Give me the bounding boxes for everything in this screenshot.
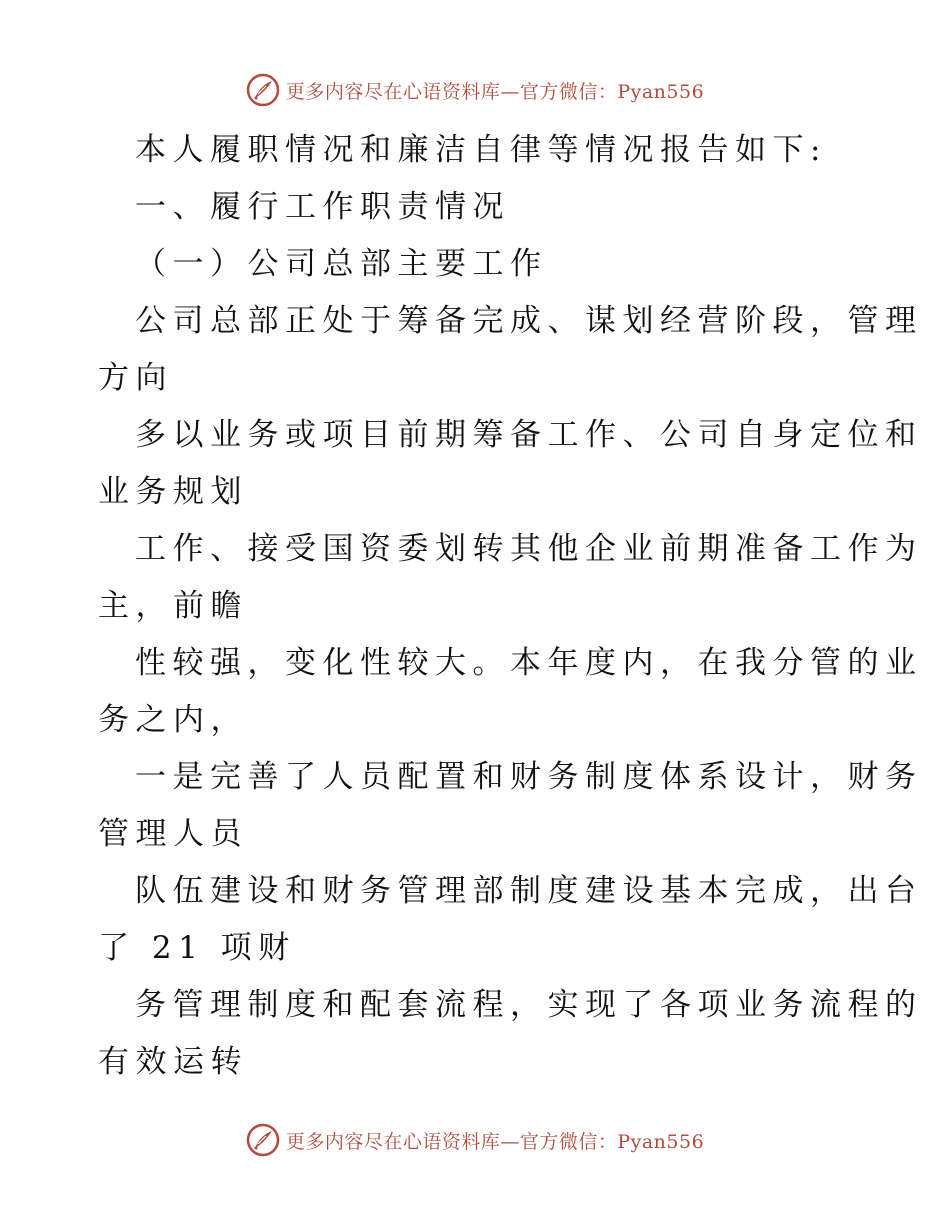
footer-watermark xyxy=(0,1120,950,1160)
text-line: 本人履职情况和廉洁自律等情况报告如下: xyxy=(135,132,827,168)
subsection-heading: （一）公司总部主要工作 xyxy=(135,246,548,282)
feather-pen-circle-icon xyxy=(246,73,280,107)
text-line: 一是完善了人员配置和财务制度体系设计，财务 xyxy=(135,759,923,795)
text-line: 了 21 项财 xyxy=(98,930,296,966)
text-line: 工作、接受国资委划转其他企业前期准备工作为 xyxy=(135,531,923,567)
text-line: 有效运转 xyxy=(98,1044,248,1080)
text-line: 业务规划 xyxy=(98,474,248,510)
text-line: 队伍建设和财务管理部制度建设基本完成，出台 xyxy=(135,873,923,909)
text-line: 管理人员 xyxy=(98,816,248,852)
text-line: 方向 xyxy=(98,360,173,396)
text-line: 务管理制度和配套流程，实现了各项业务流程的 xyxy=(135,987,923,1023)
document-body xyxy=(98,122,923,1091)
text-line: 公司总部正处于筹备完成、谋划经营阶段，管理 xyxy=(135,303,923,339)
feather-pen-circle-icon xyxy=(246,1123,280,1157)
watermark-text: 更多内容尽在心语资料库—官方微信：Pyan556 xyxy=(285,80,705,103)
watermark-text: 更多内容尽在心语资料库—官方微信：Pyan556 xyxy=(285,1130,705,1153)
header-watermark xyxy=(0,70,950,110)
text-line: 多以业务或项目前期筹备工作、公司自身定位和 xyxy=(135,417,923,453)
section-heading: 一、履行工作职责情况 xyxy=(135,189,510,225)
text-line: 务之内， xyxy=(98,702,248,738)
text-line: 性较强，变化性较大。本年度内，在我分管的业 xyxy=(135,645,923,681)
text-line: 主，前瞻 xyxy=(98,588,248,624)
